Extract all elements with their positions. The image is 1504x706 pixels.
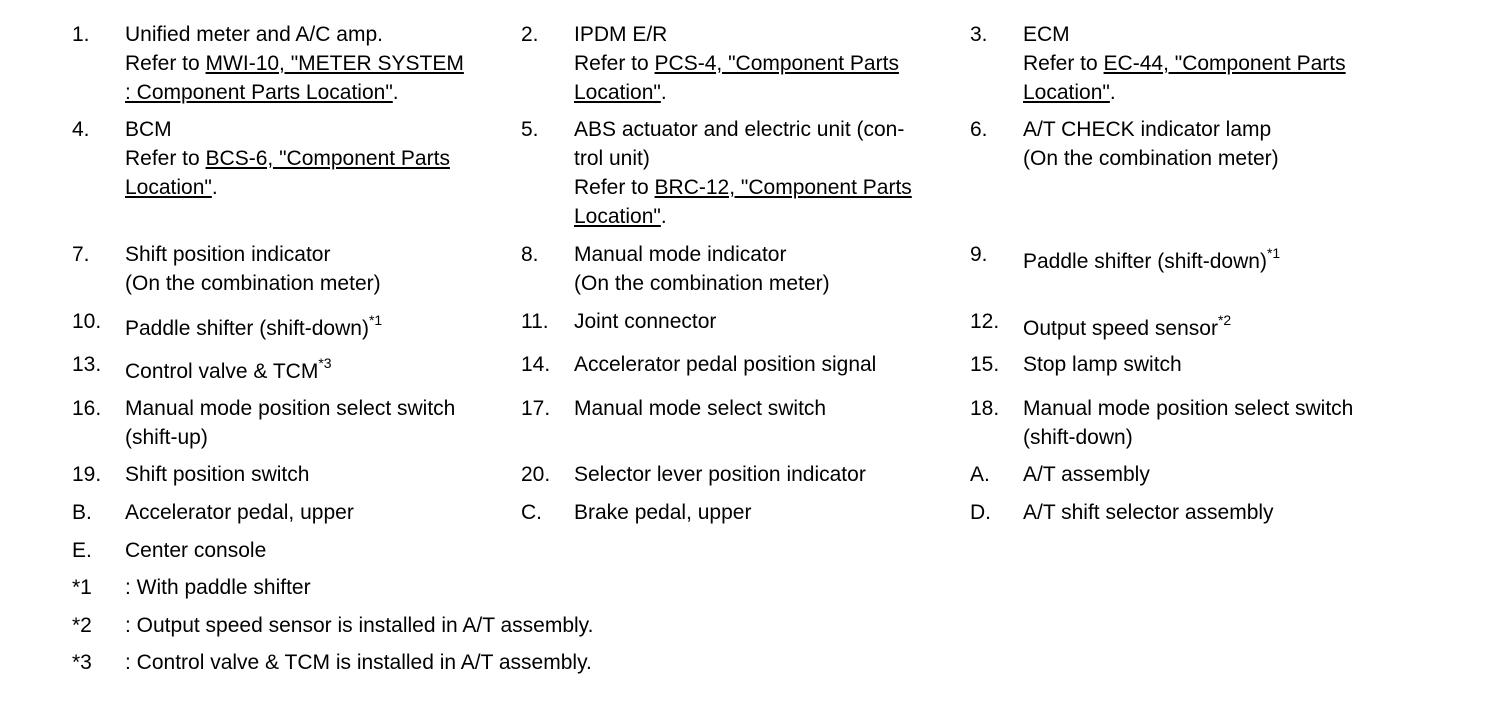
item-description (574, 350, 964, 379)
footnote-mark: *2 (72, 614, 92, 637)
footnote-text: : Control valve & TCM is installed in A/T assembly. (125, 651, 592, 674)
item-label-line: Accelerator pedal position signal (574, 353, 877, 376)
refer-to-text: Refer to (125, 52, 206, 75)
item-description (574, 307, 964, 336)
reference-link[interactable]: EC-44, "Component Parts (1103, 52, 1346, 75)
item-description (125, 460, 515, 489)
footnote-marker: *1 (1266, 245, 1281, 261)
item-label-line: Stop lamp switch (1023, 353, 1182, 376)
item-number: 11. (521, 310, 549, 333)
item-number: A. (970, 463, 990, 486)
item-label-line: (shift-down) (1023, 426, 1133, 449)
item-number: E. (72, 539, 92, 562)
item-number: 2. (521, 23, 539, 46)
reference-link[interactable]: Location" (574, 81, 661, 104)
item-description (125, 536, 515, 565)
item-label-line: (On the combination meter) (125, 272, 381, 295)
footnote-marker: *3 (318, 355, 332, 371)
item-description (1023, 20, 1413, 107)
item-label-line: A/T shift selector assembly (1023, 501, 1274, 524)
item-description (125, 115, 515, 202)
item-label-text: Paddle shifter (shift-down) (1023, 250, 1267, 273)
item-number: 1. (72, 23, 90, 46)
item-number: 3. (970, 23, 988, 46)
item-number: 9. (970, 243, 988, 266)
reference-link[interactable]: : Component Parts Location" (125, 81, 393, 104)
reference-line (574, 78, 964, 107)
footnote-mark: *3 (72, 651, 92, 674)
item-label-line: Unified meter and A/C amp. (125, 23, 383, 46)
item-number: 18. (970, 397, 1000, 420)
item-number: D. (970, 501, 991, 524)
item-label-line: Manual mode position select switch (125, 397, 456, 420)
item-number: 17. (521, 397, 551, 420)
refer-to-text: Refer to (1023, 52, 1104, 75)
item-number: 15. (970, 353, 1000, 376)
reference-period: . (392, 81, 399, 104)
item-description (574, 115, 964, 231)
reference-link[interactable]: Location" (125, 176, 212, 199)
item-number: 12. (970, 310, 1000, 333)
item-label (125, 314, 515, 343)
reference-line (125, 173, 515, 202)
reference-line (574, 202, 964, 231)
item-number: 20. (521, 463, 551, 486)
item-label-text: Output speed sensor (1023, 317, 1218, 340)
item-description (574, 20, 964, 107)
item-number: 13. (72, 353, 102, 376)
item-label-text: Control valve & TCM (125, 360, 319, 383)
item-label (1023, 314, 1413, 343)
reference-period: . (660, 81, 667, 104)
item-description (574, 460, 964, 489)
reference-line (125, 49, 515, 78)
reference-link[interactable]: MWI-10, "METER SYSTEM (205, 52, 464, 75)
refer-to-text: Refer to (125, 147, 206, 170)
item-number: 19. (72, 463, 102, 486)
item-label-line: ABS actuator and electric unit (con- (574, 118, 905, 141)
item-label (1023, 247, 1413, 276)
reference-link[interactable]: Location" (1023, 81, 1110, 104)
item-number: 7. (72, 243, 90, 266)
item-label-line: (shift-up) (125, 426, 208, 449)
item-label-line: BCM (125, 118, 172, 141)
reference-period: . (1109, 81, 1116, 104)
item-description (1023, 394, 1413, 452)
item-number: 6. (970, 118, 988, 141)
item-number: 16. (72, 397, 102, 420)
item-label-line: Manual mode select switch (574, 397, 827, 420)
item-label-line: Brake pedal, upper (574, 501, 752, 524)
item-description (125, 498, 515, 527)
refer-to-text: Refer to (574, 52, 655, 75)
item-number: 14. (521, 353, 551, 376)
reference-period: . (660, 205, 667, 228)
item-label-line: trol unit) (574, 147, 650, 170)
reference-line (1023, 78, 1413, 107)
item-label-line: (On the combination meter) (1023, 147, 1279, 170)
footnote-text: : Output speed sensor is installed in A/T assembly. (125, 614, 594, 637)
item-description (125, 240, 515, 298)
item-label-text: Paddle shifter (shift-down) (125, 317, 369, 340)
reference-link[interactable]: BCS-6, "Component Parts (205, 147, 450, 170)
reference-link[interactable]: PCS-4, "Component Parts (654, 52, 899, 75)
item-description (1023, 350, 1413, 379)
reference-line (1023, 49, 1413, 78)
reference-period: . (211, 176, 218, 199)
item-description (1023, 498, 1413, 527)
item-number: C. (521, 501, 542, 524)
item-label-line: Shift position indicator (125, 243, 331, 266)
item-label (125, 357, 515, 386)
reference-line (125, 144, 515, 173)
reference-line (574, 49, 964, 78)
item-description (1023, 240, 1413, 276)
reference-link[interactable]: BRC-12, "Component Parts (654, 176, 912, 199)
item-label-line: ECM (1023, 23, 1070, 46)
footnote-mark: *1 (72, 576, 92, 599)
item-label-line: (On the combination meter) (574, 272, 830, 295)
reference-line (574, 173, 964, 202)
item-number: 4. (72, 118, 90, 141)
item-description (1023, 115, 1413, 173)
item-description (125, 307, 515, 343)
item-label-line: Accelerator pedal, upper (125, 501, 354, 524)
item-label-line: IPDM E/R (574, 23, 668, 46)
item-description (1023, 460, 1413, 489)
item-number: 5. (521, 118, 539, 141)
item-description (1023, 307, 1413, 343)
item-label-line: Joint connector (574, 310, 717, 333)
reference-link[interactable]: Location" (574, 205, 661, 228)
reference-line (125, 78, 515, 107)
footnote-marker: *2 (1217, 312, 1232, 328)
item-number: 8. (521, 243, 539, 266)
item-label-line: A/T assembly (1023, 463, 1150, 486)
footnote-marker: *1 (368, 312, 383, 328)
footnote-text: : With paddle shifter (125, 576, 311, 599)
item-label-line: Center console (125, 539, 267, 562)
item-number: B. (72, 501, 92, 524)
item-description (125, 350, 515, 386)
item-description (574, 394, 964, 423)
item-label-line: A/T CHECK indicator lamp (1023, 118, 1272, 141)
item-description (574, 240, 964, 298)
item-label-line: Selector lever position indicator (574, 463, 866, 486)
item-label-line: Manual mode position select switch (1023, 397, 1354, 420)
item-number: 10. (72, 310, 102, 333)
refer-to-text: Refer to (574, 176, 655, 199)
item-label-line: Manual mode indicator (574, 243, 787, 266)
item-description (574, 498, 964, 527)
item-description (125, 394, 515, 452)
item-description (125, 20, 515, 107)
item-label-line: Shift position switch (125, 463, 310, 486)
